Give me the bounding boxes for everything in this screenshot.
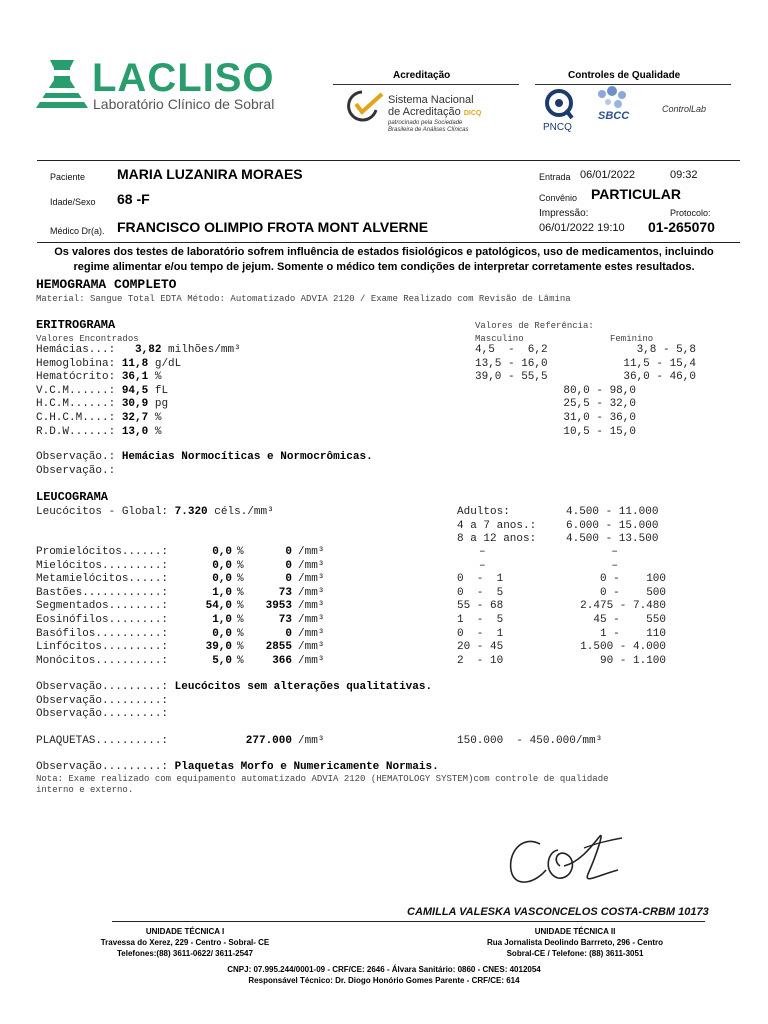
protocolo-value: 01-265070 <box>648 219 715 235</box>
leuco-abs-col: 0 0 0 73 3953 73 0 2855 366 <box>265 546 292 667</box>
exam-title: HEMOGRAMA COMPLETO <box>36 277 177 292</box>
plaquetas-unit: /mm³ <box>298 735 325 747</box>
idade-label: Idade/Sexo <box>50 197 96 207</box>
signature-icon <box>500 826 630 896</box>
eri-ref-masc-col: 4,5 - 6,2 13,5 - 16,0 39,0 - 55,5 <box>475 344 548 384</box>
sbcc-label: SBCC <box>598 110 630 122</box>
leuco-rel-ref-col: – – 0 - 1 0 - 5 55 - 68 1 - 5 0 - 1 20 - 45 2 - 10 <box>457 546 504 667</box>
exam-material: Material: Sangue Total EDTA Método: Automatizado ADVIA 2120 / Exame Realizado com Revisão de Lâmina <box>36 294 571 304</box>
convenio-label: Convênio <box>539 193 578 203</box>
leuco-abs-ref-col: – – 0 - 100 0 - 500 2.475 - 7.480 45 - 550 1 - 110 1.500 - 4.000 90 - 1.100 <box>580 546 666 667</box>
pncq-logo-icon <box>542 88 576 122</box>
eri-ref-common-col: 80,0 - 98,0 25,5 - 32,0 31,0 - 36,0 10,5 - 15,0 <box>563 384 636 438</box>
plaquetas-observacao: Observação.........: Plaquetas Morfo e Numericamente Normais. <box>36 761 439 773</box>
dicq-block: Sistema Nacional de Acreditação DICQ patrocinado pela Sociedade Brasileira de Análises Clínicas <box>388 94 482 133</box>
protocolo-label: Protocolo: <box>670 208 711 218</box>
idade-value: 68 -F <box>117 191 150 207</box>
leucograma-title: LEUCOGRAMA <box>36 490 109 504</box>
entrada-date: 06/01/2022 <box>580 169 636 181</box>
footer-unit-2: UNIDADE TÉCNICA II Rua Jornalista Deolindo Barrreto, 296 - Centro Sobral-CE / Telefone: (88) 3611-3051 <box>486 927 664 958</box>
controles-title: Controles de Qualidade <box>568 70 681 81</box>
controllab-label: ControlLab <box>662 104 707 114</box>
convenio-value: PARTICULAR <box>591 186 681 202</box>
leuco-global: Leucócitos - Global: 7.320 céls./mm³ <box>36 506 274 518</box>
entrada-time: 09:32 <box>670 169 698 181</box>
eritrograma-title: ERITROGRAMA <box>36 318 116 332</box>
entrada-label: Entrada <box>539 172 571 182</box>
plaquetas-nota: Nota: Exame realizado com equipamento automatizado ADVIA 2120 (HEMATOLOGY SYSTEM)com controle de qualidade interno e externo. <box>36 774 609 795</box>
leuco-pct-sign-col: % % % % % % % % % <box>237 546 244 667</box>
sbcc-logo-icon <box>594 84 634 110</box>
leuco-abs-unit-col: /mm³ /mm³ /mm³ /mm³ /mm³ /mm³ /mm³ /mm³ /mm³ <box>298 546 325 667</box>
signature-name: CAMILLA VALESKA VASCONCELOS COSTA-CRBM 10173 <box>407 906 709 918</box>
eri-row-chcm: C.H.C.M....: 32,7 % <box>36 411 162 424</box>
disclaimer-line-2: regime alimentar e/ou tempo de jejum. Somente o médico tem condições de interpretar corretamente estes resultados. <box>73 261 695 273</box>
eri-row-hcm: H.C.M......: 30,9 pg <box>36 398 169 411</box>
paciente-label: Paciente <box>50 172 86 182</box>
pncq-label: PNCQ <box>543 122 572 133</box>
eri-row-hemoglobina: Hemoglobina: 11,8 g/dL <box>36 357 182 370</box>
medico-label: Médico Dr(a). <box>50 226 105 236</box>
valores-encontrados: Valores Encontrados <box>36 334 139 344</box>
eri-observacao: Observação.: Hemácias Normocíticas e Normocrômicas. Observação.: <box>36 451 373 477</box>
flask-logo-icon <box>34 58 90 110</box>
plaquetas-label: PLAQUETAS..........: <box>36 735 169 747</box>
brand-name: LACLISO <box>92 56 275 100</box>
plaquetas-value: 277.000 <box>245 735 292 747</box>
eri-row-rdw: R.D.W......: 13,0 % <box>36 425 162 438</box>
footer-unit-1: UNIDADE TÉCNICA I Travessa do Xerez, 229 - Centro - Sobral- CE Telefones:(88) 3611-0622/ 3611-2547 <box>100 927 270 958</box>
disclaimer-line-1: Os valores dos testes de laboratório sofrem influência de estados fisiológicos e patológicos, uso de medicamentos, incluindo <box>54 246 714 258</box>
leuco-pct-col: 0,0 0,0 0,0 1,0 54,0 1,0 0,0 39,0 5,0 <box>205 546 232 667</box>
paciente-name: MARIA LUZANIRA MORAES <box>117 166 303 182</box>
dicq-seal-icon <box>342 88 386 122</box>
acreditacao-title: Acreditação <box>393 70 451 81</box>
medico-name: FRANCISCO OLIMPIO FROTA MONT ALVERNE <box>117 219 429 235</box>
footer-legal: CNPJ: 07.995.244/0001-09 - CRF/CE: 2646 - Álvara Sanitário: 0860 - CNES: 4012054 Responsável Técnico: Dr. Diogo Honório Gomes Parente - CRF/CE: 614 <box>227 965 541 985</box>
brand-subtitle: Laboratório Clínico de Sobral <box>93 96 275 112</box>
eri-row-hematocrito: Hematócrito: 36,1 % <box>36 371 162 384</box>
leuco-age-col: Adultos: 4 a 7 anos.: 8 a 12 anos: <box>457 506 537 546</box>
ref-masculino: Masculino <box>475 334 524 344</box>
impressao-label: Impressão: <box>539 208 589 219</box>
leuco-observacao: Observação.........: Leucócitos sem alterações qualitativas. Observação.........: Observação.........: <box>36 681 433 721</box>
leuco-age-range-col: 4.500 - 11.000 6.000 - 15.000 4.500 - 13.500 <box>566 506 659 546</box>
eritrograma-rows <box>36 344 241 439</box>
ref-title: Valores de Referência: <box>475 321 594 331</box>
eri-ref-fem-col: 3,8 - 5,8 11,5 - 15,4 36,0 - 46,0 <box>623 344 696 384</box>
plaquetas-ref: 150.000 - 450.000/mm³ <box>457 735 603 747</box>
ref-feminino: Feminino <box>610 334 654 344</box>
leuco-label-col: Promielócitos......: Mielócitos.........: Metamielócitos.....: Bastões............: Segmentados........: Eosinófilos........: Basófilos..........: Linfócitos.........: Monócitos..........: <box>36 546 169 667</box>
impressao-value: 06/01/2022 19:10 <box>539 222 625 234</box>
eri-row-vcm: V.C.M......: 94,5 fL <box>36 384 169 397</box>
eri-row-hemacias: Hemácias...: 3,82 milhões/mm³ <box>36 344 241 356</box>
